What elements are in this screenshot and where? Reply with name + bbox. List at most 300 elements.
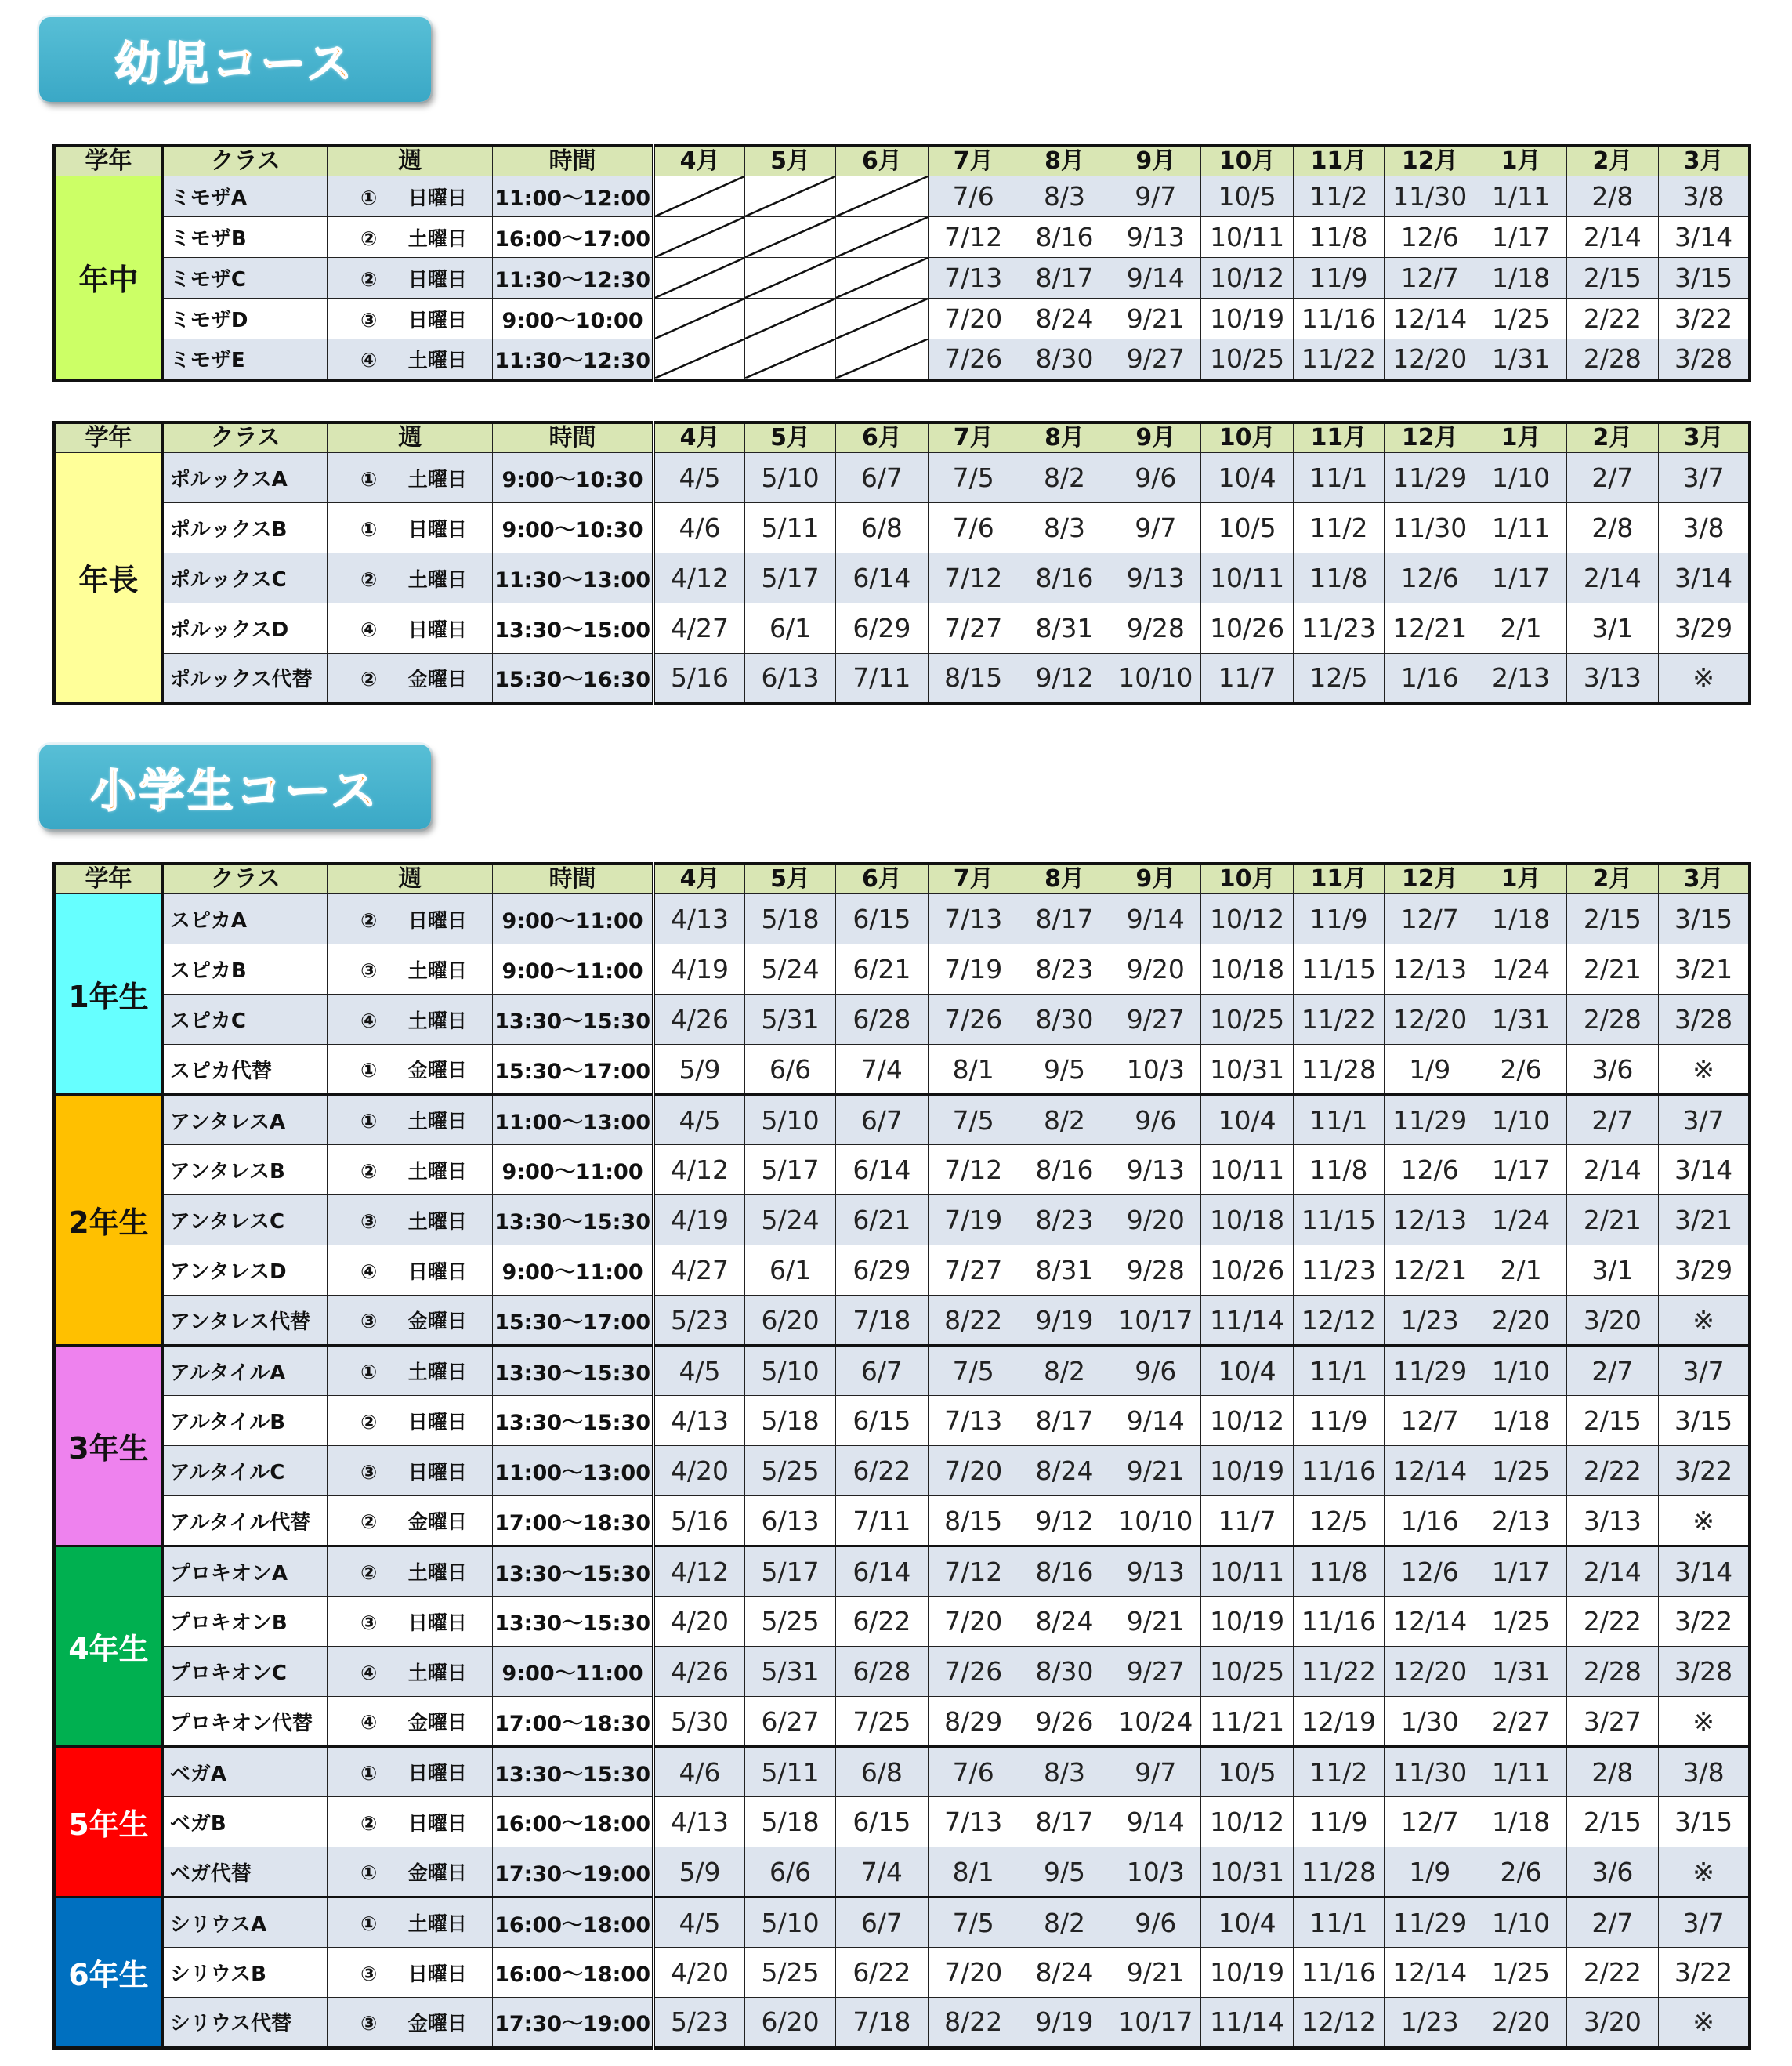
month-date-cell: 7/4 bbox=[836, 1847, 928, 1897]
table-row bbox=[54, 453, 1750, 503]
weekday: 土曜日 bbox=[407, 1209, 467, 1233]
month-date-cell: 9/27 bbox=[1110, 1647, 1201, 1697]
class-name: スピカA bbox=[162, 894, 328, 944]
month-date-cell: 1/9 bbox=[1385, 1045, 1475, 1095]
month-date-cell: 7/5 bbox=[928, 1095, 1019, 1145]
grade-cell: 4年生 bbox=[54, 1546, 162, 1747]
week-cell bbox=[328, 1747, 493, 1797]
month-date-cell: 10/4 bbox=[1201, 1095, 1293, 1145]
month-date-cell: 3/14 bbox=[1659, 1546, 1750, 1597]
time-cell: 16:00～17:00 bbox=[493, 217, 654, 258]
month-date-cell: 4/5 bbox=[653, 453, 744, 503]
time-cell: 13:30～15:30 bbox=[493, 1346, 654, 1396]
month-date-cell: 1/17 bbox=[1475, 553, 1566, 603]
table-row bbox=[54, 1697, 1750, 1747]
week-number: ① bbox=[360, 517, 378, 541]
week-cell bbox=[328, 995, 493, 1045]
month-date-cell: 2/14 bbox=[1566, 553, 1658, 603]
time-cell: 16:00～18:00 bbox=[493, 1948, 654, 1998]
month-date-cell: 2/6 bbox=[1475, 1847, 1566, 1897]
month-date-cell: 7/12 bbox=[928, 217, 1019, 258]
time-cell: 16:00～18:00 bbox=[493, 1797, 654, 1847]
month-date-cell: 3/20 bbox=[1566, 1998, 1658, 2048]
month-date-cell: 9/14 bbox=[1110, 1396, 1201, 1446]
month-date-cell: 1/31 bbox=[1475, 339, 1566, 380]
month-date-cell: 9/13 bbox=[1110, 1145, 1201, 1195]
month-date-cell: 7/27 bbox=[928, 1245, 1019, 1296]
month-date-cell: 9/14 bbox=[1110, 894, 1201, 944]
month-date-cell: 12/6 bbox=[1385, 553, 1475, 603]
week-number: ④ bbox=[360, 1711, 378, 1734]
week-number: ④ bbox=[360, 618, 378, 641]
grade-cell: 3年生 bbox=[54, 1346, 162, 1546]
month-date-cell: 11/30 bbox=[1385, 1747, 1475, 1797]
month-date-cell: 9/6 bbox=[1110, 1095, 1201, 1145]
table-row bbox=[54, 1948, 1750, 1998]
month-date-cell: 9/20 bbox=[1110, 944, 1201, 995]
month-date-cell: 12/20 bbox=[1385, 339, 1475, 380]
month-date-cell: 10/17 bbox=[1110, 1296, 1201, 1346]
month-date-cell: 8/24 bbox=[1019, 299, 1110, 339]
month-date-cell: 12/5 bbox=[1293, 1496, 1384, 1546]
month-date-cell: 8/1 bbox=[928, 1847, 1019, 1897]
time-cell: 13:30～15:30 bbox=[493, 1747, 654, 1797]
month-date-cell: 11/16 bbox=[1293, 1446, 1384, 1496]
week-cell bbox=[328, 1546, 493, 1597]
month-date-cell: 10/25 bbox=[1201, 995, 1293, 1045]
table-row bbox=[54, 1597, 1750, 1647]
month-date-cell: 4/26 bbox=[653, 995, 744, 1045]
weekday: 土曜日 bbox=[407, 1009, 467, 1032]
month-date-cell: 1/25 bbox=[1475, 1597, 1566, 1647]
month-date-cell: 3/14 bbox=[1659, 553, 1750, 603]
month-date-cell: 11/8 bbox=[1293, 553, 1384, 603]
week-cell bbox=[328, 1847, 493, 1897]
class-name: アンタレスD bbox=[162, 1245, 328, 1296]
month-date-cell: 11/9 bbox=[1293, 894, 1384, 944]
table-row bbox=[54, 654, 1750, 704]
table-row bbox=[54, 1747, 1750, 1797]
month-date-cell: 5/18 bbox=[744, 894, 835, 944]
header-time: 時間 bbox=[493, 864, 654, 894]
class-name: アンタレス代替 bbox=[162, 1296, 328, 1346]
month-date-cell: 1/25 bbox=[1475, 1446, 1566, 1496]
month-date-cell: 10/19 bbox=[1201, 1948, 1293, 1998]
month-date-cell: 11/21 bbox=[1201, 1697, 1293, 1747]
month-date-cell: 9/13 bbox=[1110, 217, 1201, 258]
month-date-cell: 10/5 bbox=[1201, 176, 1293, 217]
month-date-cell: 10/26 bbox=[1201, 1245, 1293, 1296]
month-date-cell: 8/2 bbox=[1019, 453, 1110, 503]
header-week: 週 bbox=[328, 422, 493, 453]
month-date-cell: 6/28 bbox=[836, 995, 928, 1045]
class-name: ベガ代替 bbox=[162, 1847, 328, 1897]
month-date-cell: 3/1 bbox=[1566, 1245, 1658, 1296]
header-month-3: 6月 bbox=[836, 422, 928, 453]
header-month-8: 11月 bbox=[1293, 146, 1384, 176]
header-month-7: 10月 bbox=[1201, 146, 1293, 176]
table-row bbox=[54, 1095, 1750, 1145]
header-month-5: 8月 bbox=[1019, 422, 1110, 453]
month-date-cell: 6/6 bbox=[744, 1045, 835, 1095]
month-date-cell: 8/3 bbox=[1019, 1747, 1110, 1797]
weekday: 金曜日 bbox=[407, 1861, 467, 1884]
month-date-cell: 9/26 bbox=[1019, 1697, 1110, 1747]
month-date-cell: 10/24 bbox=[1110, 1697, 1201, 1747]
month-date-cell: 3/7 bbox=[1659, 1095, 1750, 1145]
month-date-cell: 11/29 bbox=[1385, 1897, 1475, 1948]
table-row bbox=[54, 176, 1750, 217]
month-date-cell: 12/13 bbox=[1385, 944, 1475, 995]
week-number: ① bbox=[360, 1762, 378, 1785]
header-month-2: 5月 bbox=[744, 864, 835, 894]
month-date-cell: 8/17 bbox=[1019, 1797, 1110, 1847]
week-number: ④ bbox=[360, 348, 378, 372]
month-date-cell: 11/16 bbox=[1293, 1948, 1384, 1998]
month-date-cell: 4/27 bbox=[653, 1245, 744, 1296]
month-date-cell: 9/21 bbox=[1110, 1446, 1201, 1496]
month-date-cell: 8/23 bbox=[1019, 944, 1110, 995]
month-date-cell: 5/24 bbox=[744, 1195, 835, 1245]
header-grade: 学年 bbox=[54, 422, 162, 453]
grade-cell: 年中 bbox=[54, 176, 162, 380]
time-cell: 13:30～15:00 bbox=[493, 603, 654, 654]
month-date-cell: 10/10 bbox=[1110, 1496, 1201, 1546]
month-date-cell: 4/5 bbox=[653, 1095, 744, 1145]
month-date-cell: 6/29 bbox=[836, 1245, 928, 1296]
month-date-cell: 12/7 bbox=[1385, 1396, 1475, 1446]
month-date-cell: 6/28 bbox=[836, 1647, 928, 1697]
month-date-cell: 10/4 bbox=[1201, 1346, 1293, 1396]
month-date-cell: 5/23 bbox=[653, 1296, 744, 1346]
month-date-cell: 7/27 bbox=[928, 603, 1019, 654]
month-date-cell: 12/19 bbox=[1293, 1697, 1384, 1747]
header-month-11: 2月 bbox=[1566, 864, 1658, 894]
month-date-cell: 4/5 bbox=[653, 1897, 744, 1948]
class-name: アンタレスB bbox=[162, 1145, 328, 1195]
month-date-cell: 1/23 bbox=[1385, 1296, 1475, 1346]
month-date-cell: 9/27 bbox=[1110, 339, 1201, 380]
month-date-cell: 10/4 bbox=[1201, 453, 1293, 503]
month-date-cell: 6/7 bbox=[836, 1095, 928, 1145]
month-date-cell: 1/17 bbox=[1475, 217, 1566, 258]
month-date-cell: 3/15 bbox=[1659, 1797, 1750, 1847]
month-date-cell: 1/31 bbox=[1475, 995, 1566, 1045]
table-row bbox=[54, 894, 1750, 944]
month-date-cell: 6/7 bbox=[836, 1897, 928, 1948]
week-number: ② bbox=[360, 1811, 378, 1835]
week-cell bbox=[328, 1496, 493, 1546]
month-date-cell: 4/12 bbox=[653, 1145, 744, 1195]
month-date-cell: 7/6 bbox=[928, 503, 1019, 553]
week-cell bbox=[328, 258, 493, 299]
month-date-cell: 1/10 bbox=[1475, 1346, 1566, 1396]
month-date-cell: 10/11 bbox=[1201, 1145, 1293, 1195]
month-date-cell: 12/20 bbox=[1385, 1647, 1475, 1697]
month-date-cell: 1/16 bbox=[1385, 1496, 1475, 1546]
month-date-cell: 4/19 bbox=[653, 1195, 744, 1245]
week-cell bbox=[328, 1346, 493, 1396]
weekday: 土曜日 bbox=[407, 1912, 467, 1935]
month-date-cell: 7/20 bbox=[928, 299, 1019, 339]
class-name: スピカB bbox=[162, 944, 328, 995]
time-cell: 17:00～18:30 bbox=[493, 1697, 654, 1747]
month-date-cell: 12/7 bbox=[1385, 894, 1475, 944]
no-class-cell bbox=[836, 258, 928, 299]
month-date-cell: 8/30 bbox=[1019, 1647, 1110, 1697]
header-grade: 学年 bbox=[54, 146, 162, 176]
class-name: スピカC bbox=[162, 995, 328, 1045]
month-date-cell: 1/9 bbox=[1385, 1847, 1475, 1897]
header-month-1: 4月 bbox=[653, 422, 744, 453]
month-date-cell: 3/8 bbox=[1659, 1747, 1750, 1797]
table-row bbox=[54, 299, 1750, 339]
month-date-cell: 12/5 bbox=[1293, 654, 1384, 704]
month-date-cell: 11/9 bbox=[1293, 258, 1384, 299]
month-date-cell: 7/26 bbox=[928, 1647, 1019, 1697]
weekday: 日曜日 bbox=[407, 1962, 467, 1985]
class-name: ポルックスC bbox=[162, 553, 328, 603]
month-date-cell: 11/2 bbox=[1293, 1747, 1384, 1797]
time-cell: 13:30～15:30 bbox=[493, 1597, 654, 1647]
month-date-cell: 9/14 bbox=[1110, 1797, 1201, 1847]
header-month-9: 12月 bbox=[1385, 864, 1475, 894]
week-cell bbox=[328, 453, 493, 503]
weekday: 金曜日 bbox=[407, 1711, 467, 1734]
month-date-cell: 9/12 bbox=[1019, 654, 1110, 704]
month-date-cell: 8/22 bbox=[928, 1998, 1019, 2048]
time-cell: 13:30～15:30 bbox=[493, 1546, 654, 1597]
month-date-cell: 4/12 bbox=[653, 1546, 744, 1597]
week-cell bbox=[328, 1195, 493, 1245]
month-date-cell: 3/21 bbox=[1659, 1195, 1750, 1245]
no-class-cell bbox=[653, 217, 744, 258]
month-date-cell: 2/21 bbox=[1566, 944, 1658, 995]
month-date-cell: 9/5 bbox=[1019, 1045, 1110, 1095]
month-date-cell: 10/11 bbox=[1201, 217, 1293, 258]
month-date-cell: 3/15 bbox=[1659, 1396, 1750, 1446]
week-cell bbox=[328, 1797, 493, 1847]
class-name: プロキオンB bbox=[162, 1597, 328, 1647]
month-date-cell: 11/29 bbox=[1385, 1346, 1475, 1396]
month-date-cell: 12/21 bbox=[1385, 1245, 1475, 1296]
time-cell: 11:30～12:30 bbox=[493, 339, 654, 380]
month-date-cell: 11/8 bbox=[1293, 1546, 1384, 1597]
week-cell bbox=[328, 553, 493, 603]
month-date-cell: 2/14 bbox=[1566, 1546, 1658, 1597]
header-month-11: 2月 bbox=[1566, 146, 1658, 176]
header-class: クラス bbox=[162, 864, 328, 894]
month-date-cell: 2/27 bbox=[1475, 1697, 1566, 1747]
month-date-cell: 10/12 bbox=[1201, 894, 1293, 944]
month-date-cell: 6/20 bbox=[744, 1296, 835, 1346]
month-date-cell: 9/19 bbox=[1019, 1998, 1110, 2048]
class-name: ポルックスB bbox=[162, 503, 328, 553]
week-number: ③ bbox=[360, 2011, 378, 2035]
month-date-cell: 3/8 bbox=[1659, 176, 1750, 217]
table-row bbox=[54, 1446, 1750, 1496]
header-month-11: 2月 bbox=[1566, 422, 1658, 453]
month-date-cell: 5/24 bbox=[744, 944, 835, 995]
month-date-cell: 4/20 bbox=[653, 1446, 744, 1496]
week-number: ② bbox=[360, 1561, 378, 1584]
week-cell bbox=[328, 1145, 493, 1195]
header-month-3: 6月 bbox=[836, 864, 928, 894]
week-cell bbox=[328, 1296, 493, 1346]
month-date-cell: 1/10 bbox=[1475, 1095, 1566, 1145]
month-date-cell: 10/26 bbox=[1201, 603, 1293, 654]
header-month-8: 11月 bbox=[1293, 422, 1384, 453]
week-number: ② bbox=[360, 908, 378, 932]
month-date-cell: 3/22 bbox=[1659, 1948, 1750, 1998]
header-time: 時間 bbox=[493, 422, 654, 453]
month-date-cell: ※ bbox=[1659, 1496, 1750, 1546]
month-date-cell: 11/15 bbox=[1293, 1195, 1384, 1245]
header-week: 週 bbox=[328, 864, 493, 894]
month-date-cell: 6/22 bbox=[836, 1446, 928, 1496]
class-name: ベガA bbox=[162, 1747, 328, 1797]
class-name: アルタイルC bbox=[162, 1446, 328, 1496]
month-date-cell: 6/15 bbox=[836, 1797, 928, 1847]
month-date-cell: 11/22 bbox=[1293, 339, 1384, 380]
month-date-cell: 4/20 bbox=[653, 1948, 744, 1998]
month-date-cell: 10/5 bbox=[1201, 1747, 1293, 1797]
month-date-cell: 3/13 bbox=[1566, 1496, 1658, 1546]
month-date-cell: 5/30 bbox=[653, 1697, 744, 1747]
table-row bbox=[54, 944, 1750, 995]
month-date-cell: 6/6 bbox=[744, 1847, 835, 1897]
month-date-cell: 10/5 bbox=[1201, 503, 1293, 553]
table-row bbox=[54, 1998, 1750, 2048]
month-date-cell: 11/22 bbox=[1293, 995, 1384, 1045]
table-row bbox=[54, 1296, 1750, 1346]
weekday: 土曜日 bbox=[407, 1361, 467, 1383]
week-number: ③ bbox=[360, 1611, 378, 1634]
month-date-cell: 9/20 bbox=[1110, 1195, 1201, 1245]
week-number: ④ bbox=[360, 1009, 378, 1032]
month-date-cell: 8/24 bbox=[1019, 1597, 1110, 1647]
month-date-cell: 8/1 bbox=[928, 1045, 1019, 1095]
class-name: ミモザA bbox=[162, 176, 328, 217]
month-date-cell: 3/7 bbox=[1659, 1346, 1750, 1396]
month-date-cell: 8/2 bbox=[1019, 1897, 1110, 1948]
month-date-cell: 7/12 bbox=[928, 553, 1019, 603]
header-month-5: 8月 bbox=[1019, 864, 1110, 894]
no-class-cell bbox=[653, 299, 744, 339]
month-date-cell: 12/6 bbox=[1385, 217, 1475, 258]
month-date-cell: 10/11 bbox=[1201, 553, 1293, 603]
month-date-cell: 8/30 bbox=[1019, 995, 1110, 1045]
month-date-cell: ※ bbox=[1659, 1045, 1750, 1095]
time-cell: 11:30～12:30 bbox=[493, 258, 654, 299]
month-date-cell: ※ bbox=[1659, 1697, 1750, 1747]
time-cell: 11:00～12:00 bbox=[493, 176, 654, 217]
weekday: 日曜日 bbox=[407, 308, 467, 332]
month-date-cell: 10/31 bbox=[1201, 1045, 1293, 1095]
header-class: クラス bbox=[162, 146, 328, 176]
table-row bbox=[54, 339, 1750, 380]
grade-cell: 5年生 bbox=[54, 1747, 162, 1897]
month-date-cell: 5/17 bbox=[744, 1546, 835, 1597]
weekday: 日曜日 bbox=[407, 1811, 467, 1835]
month-date-cell: 2/8 bbox=[1566, 503, 1658, 553]
month-date-cell: 2/22 bbox=[1566, 1948, 1658, 1998]
month-date-cell: 3/22 bbox=[1659, 1597, 1750, 1647]
week-number: ③ bbox=[360, 308, 378, 332]
weekday: 日曜日 bbox=[407, 618, 467, 641]
time-cell: 13:30～15:30 bbox=[493, 1195, 654, 1245]
grade-cell: 1年生 bbox=[54, 894, 162, 1095]
month-date-cell: 6/29 bbox=[836, 603, 928, 654]
table-row bbox=[54, 1346, 1750, 1396]
month-date-cell: 7/12 bbox=[928, 1546, 1019, 1597]
month-date-cell: 10/17 bbox=[1110, 1998, 1201, 2048]
week-cell bbox=[328, 894, 493, 944]
table-row bbox=[54, 1195, 1750, 1245]
month-date-cell: 11/1 bbox=[1293, 1897, 1384, 1948]
month-date-cell: 8/17 bbox=[1019, 1396, 1110, 1446]
month-date-cell: 4/19 bbox=[653, 944, 744, 995]
month-date-cell: 1/24 bbox=[1475, 1195, 1566, 1245]
header-month-12: 3月 bbox=[1659, 146, 1750, 176]
week-cell bbox=[328, 1948, 493, 1998]
month-date-cell: 10/31 bbox=[1201, 1847, 1293, 1897]
time-cell: 15:30～16:30 bbox=[493, 654, 654, 704]
month-date-cell: 2/15 bbox=[1566, 258, 1658, 299]
month-date-cell: 2/15 bbox=[1566, 1396, 1658, 1446]
weekday: 土曜日 bbox=[407, 959, 467, 982]
month-date-cell: 6/22 bbox=[836, 1597, 928, 1647]
month-date-cell: 4/13 bbox=[653, 1396, 744, 1446]
month-date-cell: 10/18 bbox=[1201, 944, 1293, 995]
month-date-cell: 11/9 bbox=[1293, 1396, 1384, 1446]
week-number: ① bbox=[360, 1861, 378, 1884]
time-cell: 17:30～19:00 bbox=[493, 1847, 654, 1897]
month-date-cell: 8/31 bbox=[1019, 603, 1110, 654]
month-date-cell: 3/28 bbox=[1659, 339, 1750, 380]
month-date-cell: 8/22 bbox=[928, 1296, 1019, 1346]
month-date-cell: 4/12 bbox=[653, 553, 744, 603]
week-number: ② bbox=[360, 567, 378, 591]
class-name: スピカ代替 bbox=[162, 1045, 328, 1095]
month-date-cell: 5/25 bbox=[744, 1948, 835, 1998]
month-date-cell: 3/7 bbox=[1659, 453, 1750, 503]
month-date-cell: 10/12 bbox=[1201, 258, 1293, 299]
month-date-cell: 4/13 bbox=[653, 1797, 744, 1847]
month-date-cell: 3/13 bbox=[1566, 654, 1658, 704]
header-month-4: 7月 bbox=[928, 146, 1019, 176]
month-date-cell: 11/22 bbox=[1293, 1647, 1384, 1697]
no-class-cell bbox=[836, 299, 928, 339]
header-month-12: 3月 bbox=[1659, 864, 1750, 894]
table-row bbox=[54, 1045, 1750, 1095]
header-month-7: 10月 bbox=[1201, 864, 1293, 894]
month-date-cell: 6/21 bbox=[836, 944, 928, 995]
month-date-cell: 12/13 bbox=[1385, 1195, 1475, 1245]
class-name: ベガB bbox=[162, 1797, 328, 1847]
month-date-cell: 3/14 bbox=[1659, 217, 1750, 258]
month-date-cell: 5/25 bbox=[744, 1446, 835, 1496]
month-date-cell: 11/30 bbox=[1385, 503, 1475, 553]
month-date-cell: ※ bbox=[1659, 1847, 1750, 1897]
month-date-cell: 7/20 bbox=[928, 1948, 1019, 1998]
month-date-cell: 6/15 bbox=[836, 894, 928, 944]
elementary-course-banner: 小学生コース bbox=[39, 745, 431, 829]
month-date-cell: 7/6 bbox=[928, 1747, 1019, 1797]
month-date-cell: 10/25 bbox=[1201, 1647, 1293, 1697]
time-cell: 9:00～10:00 bbox=[493, 299, 654, 339]
month-date-cell: 8/15 bbox=[928, 1496, 1019, 1546]
